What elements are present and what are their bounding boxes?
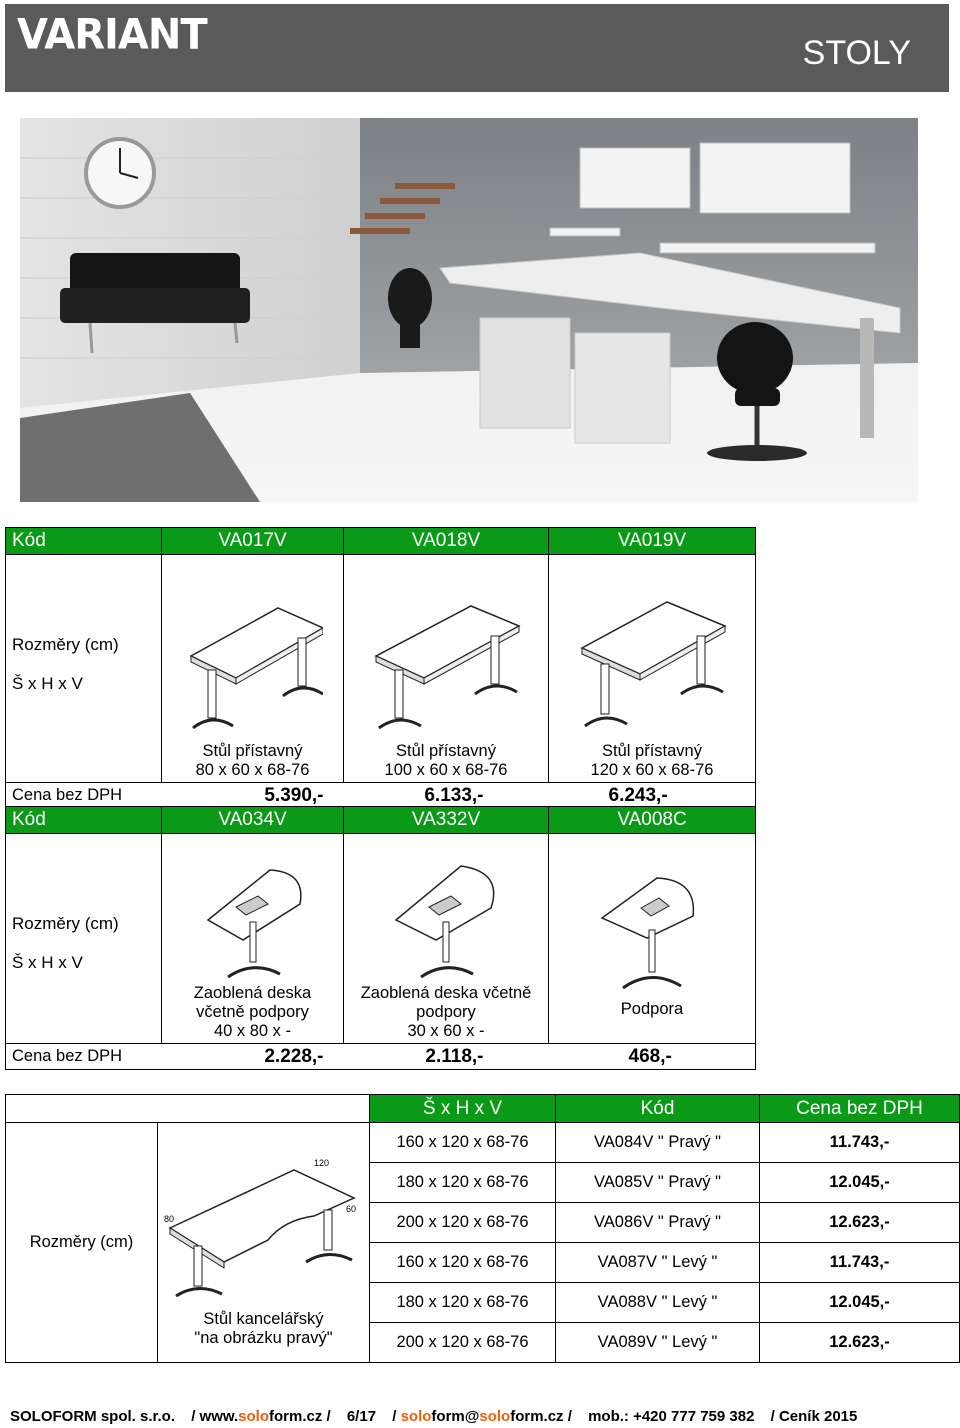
item-name: Stůl přístavný (602, 742, 702, 760)
item-size: 120 x 60 x 68-76 (590, 761, 714, 779)
item-name: Zaoblená deska včetně podpory (360, 984, 532, 1021)
item-size: 100 x 60 x 68-76 (384, 761, 508, 779)
item-name: Stůl přístavný (202, 742, 303, 760)
section-title: STOLY (802, 34, 911, 72)
footer-phone: mob.: +420 777 759 382 (588, 1408, 755, 1425)
item-name: Podpora (620, 1000, 684, 1018)
item-name: Stůl přístavný (396, 742, 496, 760)
footer-web[interactable]: / www.soloform.cz / (191, 1408, 331, 1425)
dims-axes: Š x H x V (12, 674, 83, 693)
page-footer (10, 1408, 955, 1425)
price-label: Cena bez DPH (6, 1044, 162, 1070)
item-name: Zaoblená deska včetně podpory (193, 984, 312, 1021)
code-va018v: VA018V (344, 528, 549, 555)
row-code: VA087V " Levý " (556, 1243, 760, 1283)
row-code: VA089V " Levý " (556, 1323, 760, 1363)
price-va008c: 468,- (549, 1044, 756, 1070)
table-drawing-icon (371, 598, 521, 738)
page-header (5, 4, 949, 92)
table-drawing-icon (577, 598, 727, 738)
footer-company: SOLOFORM spol. s.r.o. (10, 1408, 176, 1425)
price-label: Cena bez DPH (6, 783, 162, 809)
price-va332v: 2.118,- (344, 1044, 549, 1070)
item-size: 30 x 60 x - (407, 1022, 485, 1040)
office-photo (20, 118, 918, 502)
code-va008c: VA008C (549, 807, 756, 834)
dims-label: Rozměry (cm) (12, 914, 119, 933)
row-dims: 180 x 120 x 68-76 (370, 1163, 556, 1203)
price-va034v: 2.228,- (162, 1044, 344, 1070)
row-code: VA084V " Pravý " (556, 1123, 760, 1163)
dims-axes: Š x H x V (12, 953, 83, 972)
row-code: VA086V " Pravý " (556, 1203, 760, 1243)
code-header: Kód (556, 1095, 760, 1123)
code-va017v: VA017V (162, 528, 344, 555)
rounded-top-drawing-icon (188, 852, 318, 980)
dim-120: 120 (314, 1158, 330, 1168)
dims-label: Rozměry (cm) (12, 635, 119, 654)
brand-logo: VARIANT (17, 10, 207, 60)
row-price: 12.045,- (760, 1163, 960, 1203)
dims-label: Rozměry (cm) (6, 1123, 158, 1363)
row-code: VA085V " Pravý " (556, 1163, 760, 1203)
row-dims: 160 x 120 x 68-76 (370, 1243, 556, 1283)
row-dims: 200 x 120 x 68-76 (370, 1323, 556, 1363)
row-price: 12.045,- (760, 1283, 960, 1323)
price-va017v: 5.390,- (162, 783, 344, 809)
row-price: 12.623,- (760, 1323, 960, 1363)
price-table-1 (5, 527, 756, 809)
row-code: VA088V " Levý " (556, 1283, 760, 1323)
price-va019v: 6.243,- (549, 783, 756, 809)
price-header: Cena bez DPH (760, 1095, 960, 1123)
item-size: 80 x 60 x 68-76 (195, 761, 310, 779)
rounded-top-drawing-icon (381, 852, 511, 980)
row-dims: 180 x 120 x 68-76 (370, 1283, 556, 1323)
code-va019v: VA019V (549, 528, 756, 555)
footer-pricelist: / Ceník 2015 (770, 1408, 858, 1425)
item-note: "na obrázku pravý" (194, 1329, 333, 1347)
row-price: 11.743,- (760, 1243, 960, 1283)
item-name: Stůl kancelářský (203, 1310, 324, 1328)
price-table-3 (5, 1094, 960, 1363)
footer-page-number: 6/17 (346, 1408, 377, 1425)
dims-header: Š x H x V (370, 1095, 556, 1123)
support-drawing-icon (597, 868, 707, 996)
code-va332v: VA332V (344, 807, 549, 834)
dim-60: 60 (346, 1204, 357, 1214)
item-size: 40 x 80 x - (213, 1022, 292, 1040)
code-label: Kód (6, 528, 162, 555)
footer-email[interactable]: / soloform@soloform.cz / (392, 1408, 572, 1425)
table-drawing-icon (183, 598, 323, 738)
row-dims: 160 x 120 x 68-76 (370, 1123, 556, 1163)
dim-80: 80 (164, 1214, 175, 1224)
corner-desk-drawing-icon (164, 1150, 364, 1300)
row-price: 11.743,- (760, 1123, 960, 1163)
row-price: 12.623,- (760, 1203, 960, 1243)
row-dims: 200 x 120 x 68-76 (370, 1203, 556, 1243)
price-va018v: 6.133,- (344, 783, 549, 809)
price-table-2 (5, 806, 756, 1070)
code-va034v: VA034V (162, 807, 344, 834)
code-label: Kód (6, 807, 162, 834)
